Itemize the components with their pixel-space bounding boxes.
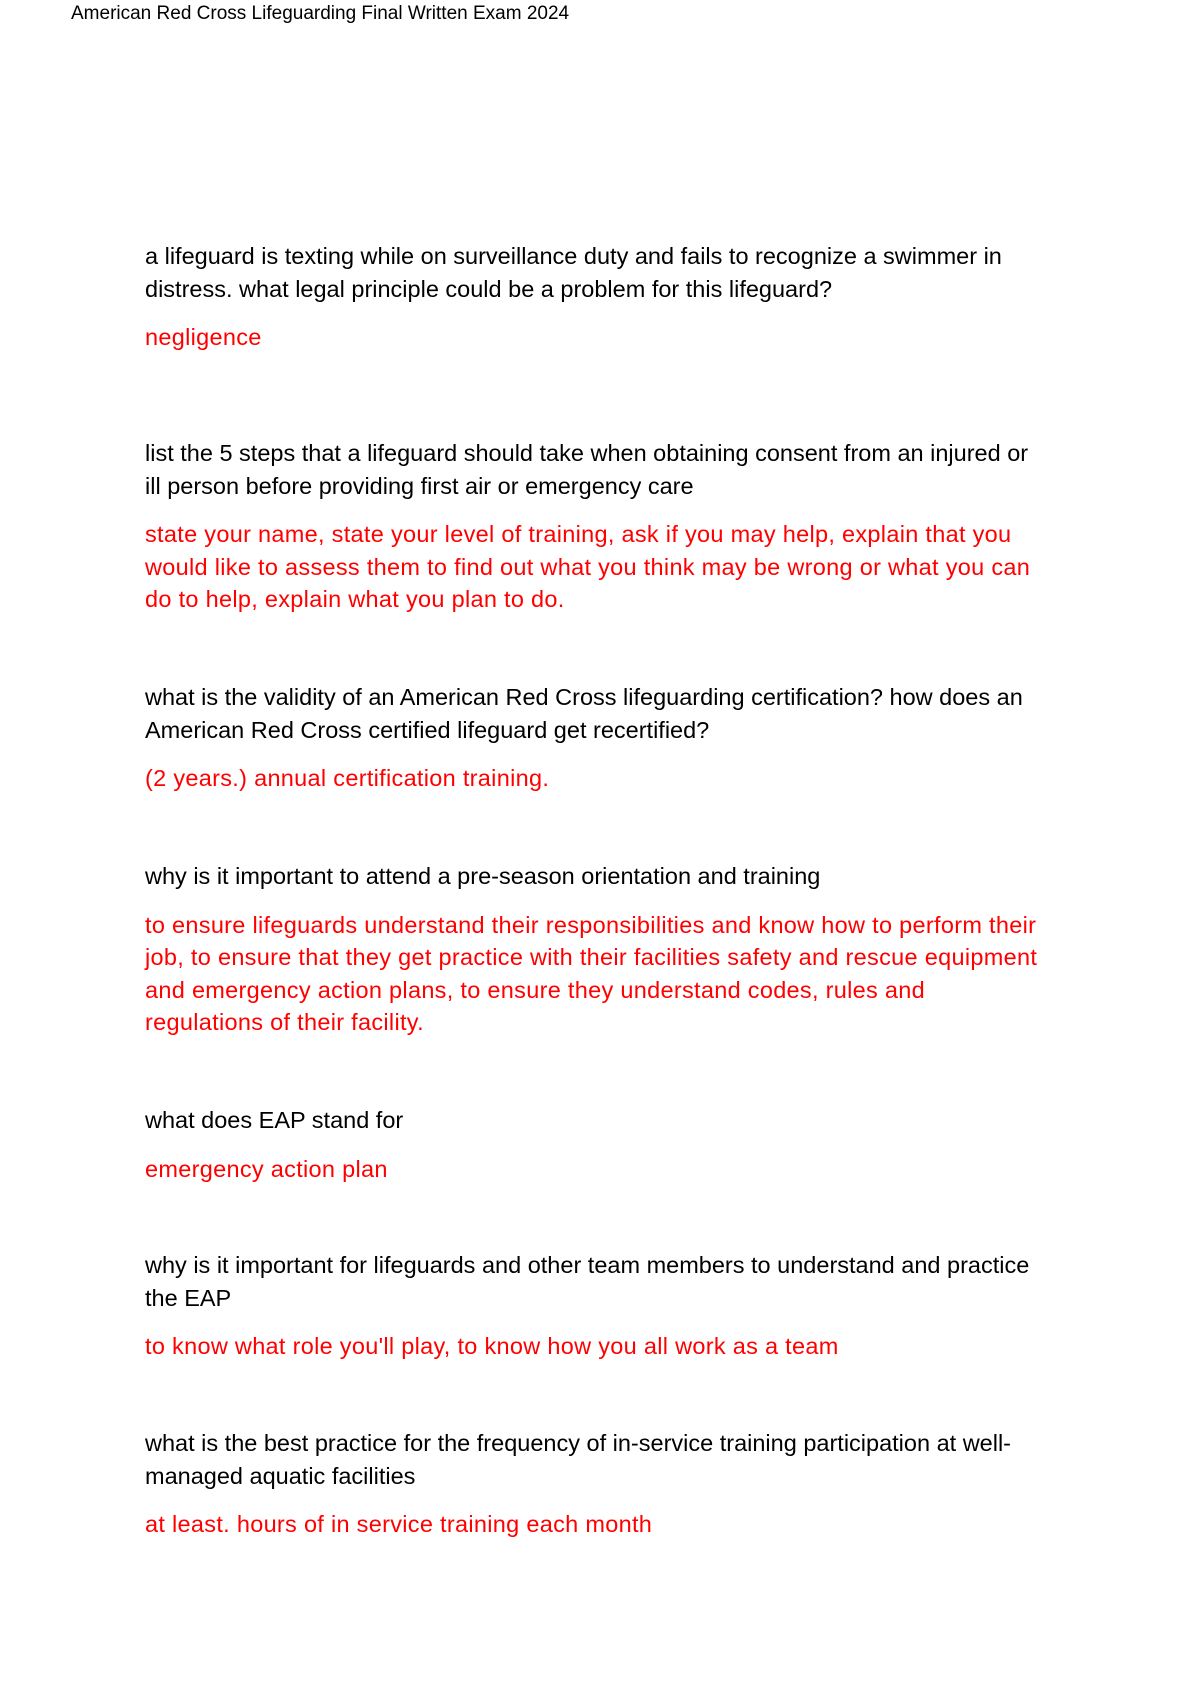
qa-item — [145, 1104, 1045, 1185]
qa-item — [145, 860, 1045, 1039]
answer-text: negligence — [145, 324, 262, 350]
qa-item — [145, 681, 1045, 795]
question-text: what does EAP stand for — [145, 1107, 404, 1133]
question-text: what is the best practice for the frequency of in-service training participation at well-managed aquatic facilities — [145, 1430, 1012, 1489]
question-text: why is it important for lifeguards and other team members to understand and practice the EAP — [145, 1252, 1030, 1311]
qa-item — [145, 240, 1045, 354]
answer-text: to know what role you'll play, to know how you all work as a team — [145, 1333, 839, 1359]
question-text: why is it important to attend a pre-season orientation and training — [145, 863, 821, 889]
qa-item — [145, 1427, 1045, 1541]
question-text: list the 5 steps that a lifeguard should take when obtaining consent from an injured or ill person before providing first air or emergency care — [145, 440, 1029, 499]
answer-text: to ensure lifeguards understand their responsibilities and know how to perform their job, to ensure that they get practice with their facilities safety and rescue equipment and emergency action plans, to ensure they understand codes, rules and regulations of their facility. — [145, 911, 1038, 1035]
qa-item — [145, 1249, 1045, 1363]
answer-text: (2 years.) annual certification training. — [145, 765, 550, 791]
question-text: what is the validity of an American Red Cross lifeguarding certification? how does an American Red Cross certified lifeguard get recertified? — [145, 684, 1023, 743]
question-text: a lifeguard is texting while on surveillance duty and fails to recognize a swimmer in distress. what legal principle could be a problem for this lifeguard? — [145, 243, 1002, 302]
page-header-title: American Red Cross Lifeguarding Final Written Exam 2024 — [71, 3, 570, 24]
qa-item — [145, 437, 1045, 616]
answer-text: at least. hours of in service training each month — [145, 1511, 653, 1537]
answer-text: emergency action plan — [145, 1155, 388, 1182]
answer-text: state your name, state your level of training, ask if you may help, explain that you would like to assess them to find out what you think may be wrong or what you can do to help, explain what you plan to do. — [145, 521, 1031, 612]
